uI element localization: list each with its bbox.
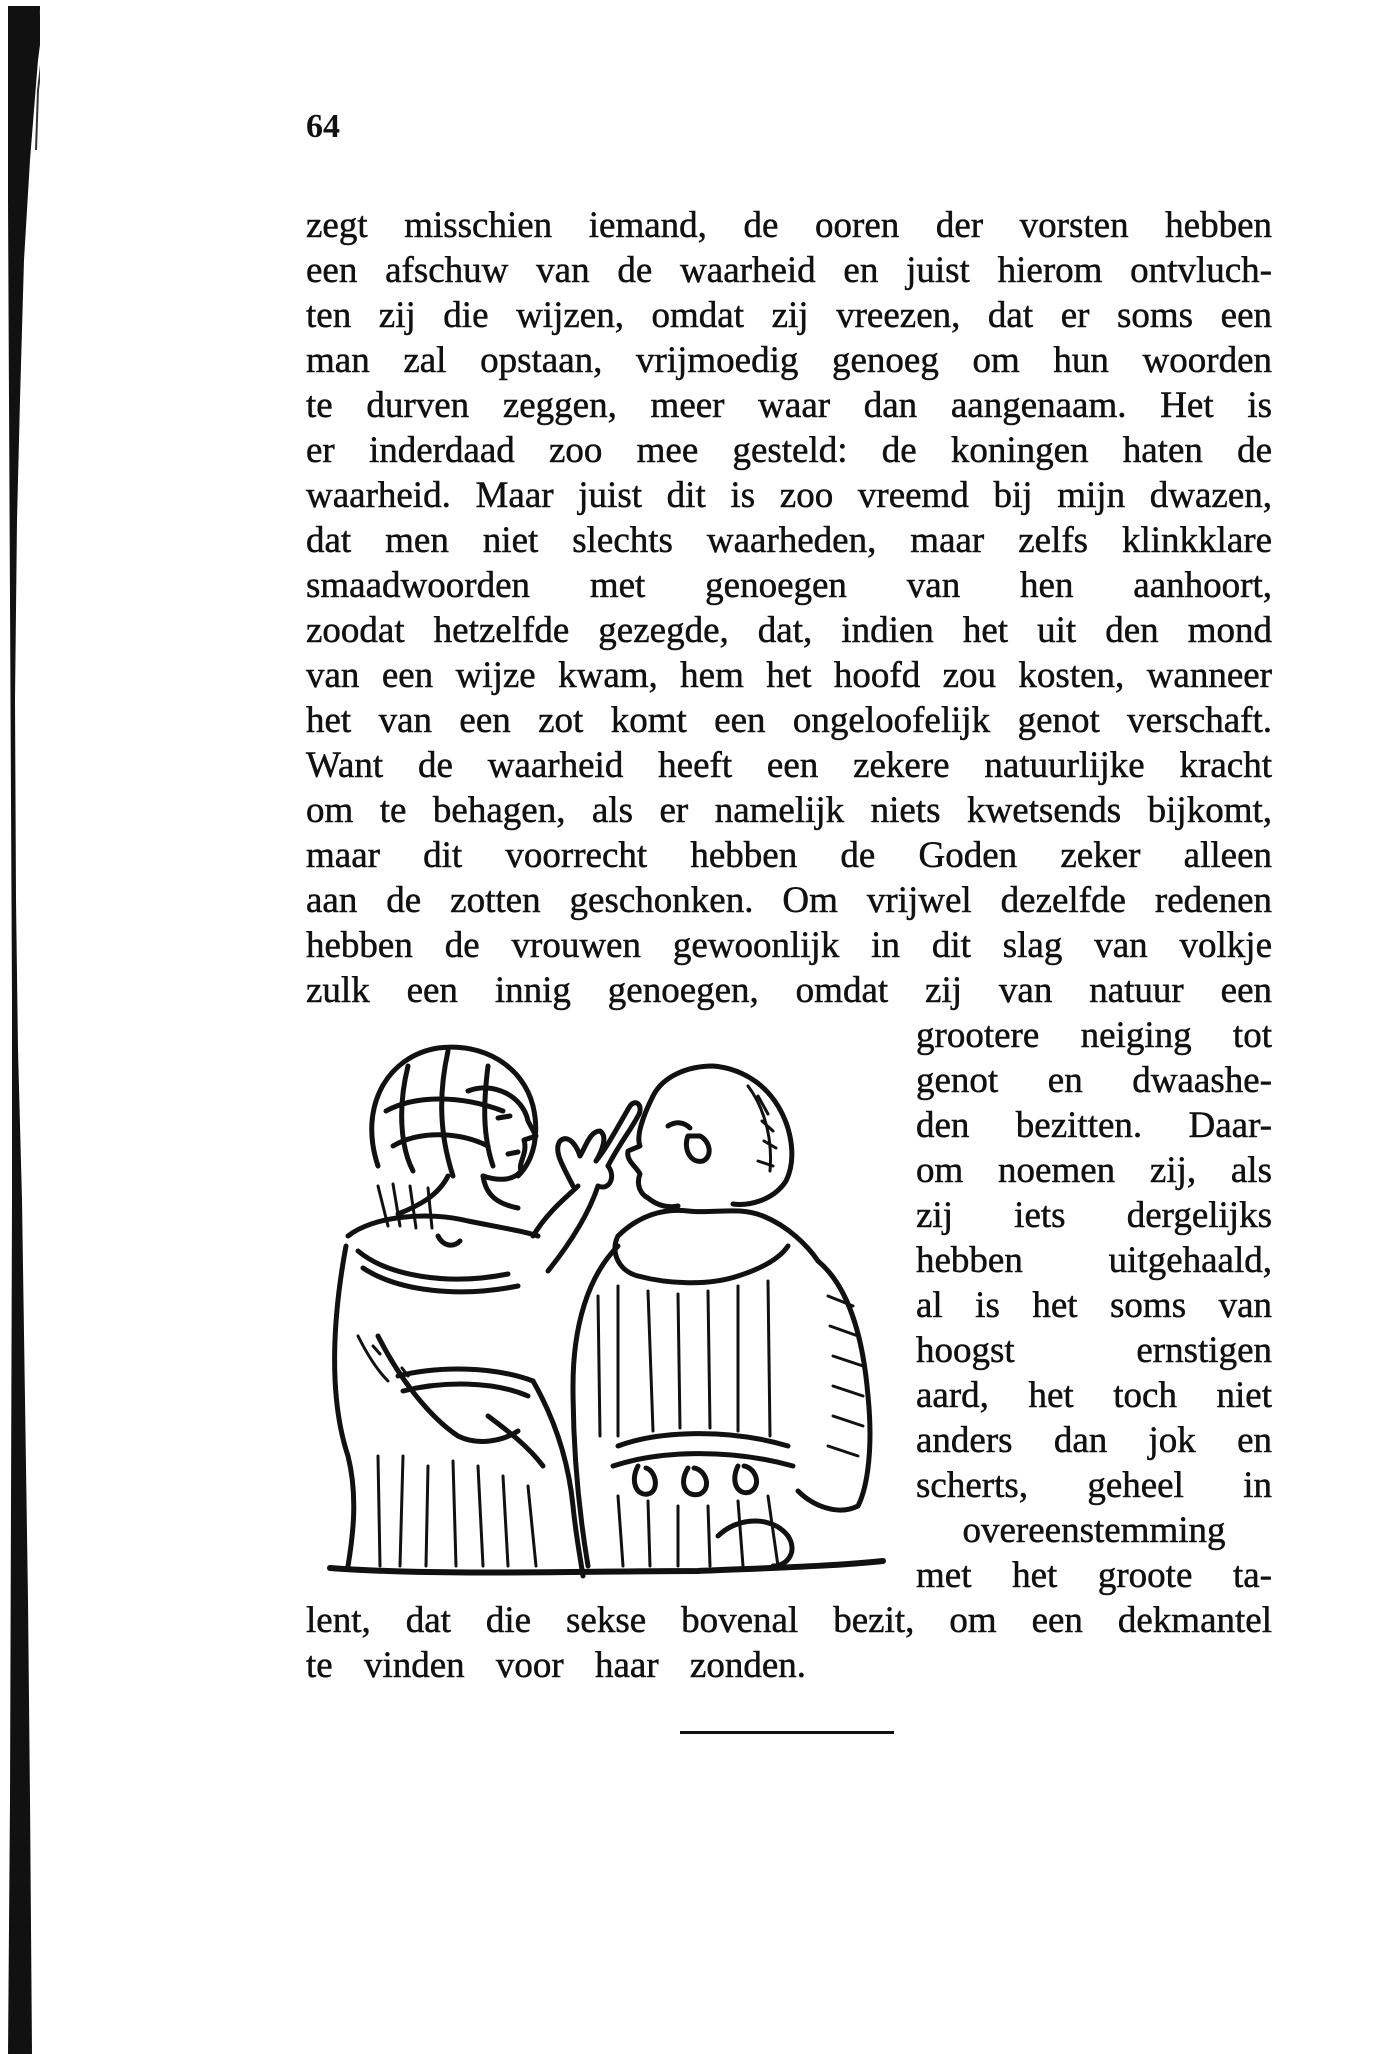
body-line: zulk een innig genoegen, omdat zij van natuur een <box>306 970 1272 1011</box>
side-column-line: anders dan jok en <box>916 1420 1272 1461</box>
body-line: ten zij die wijzen, omdat zij vreezen, dat er soms een <box>306 295 1272 336</box>
side-column-line: grootere neiging tot <box>916 1015 1272 1056</box>
body-line: te durven zeggen, meer waar dan aangenaam. Het is <box>306 385 1272 426</box>
side-column-line: zij iets dergelijks <box>916 1195 1272 1236</box>
side-column-line: met het groote ta- <box>916 1555 1272 1596</box>
woodcut-illustration <box>318 1036 908 1586</box>
body-line: aan de zotten geschonken. Om vrijwel dezelfde redenen <box>306 880 1272 921</box>
body-line: zoodat hetzelfde gezegde, dat, indien het uit den mond <box>306 610 1272 651</box>
body-line: dat men niet slechts waarheden, maar zelfs klinkklare <box>306 520 1272 561</box>
body-line: maar dit voorrecht hebben de Goden zeker alleen <box>306 835 1272 876</box>
side-column-line: hebben uitgehaald, <box>916 1240 1272 1281</box>
body-line: hebben de vrouwen gewoonlijk in dit slag van volkje <box>306 925 1272 966</box>
scan-edge-shadow <box>0 0 40 2054</box>
side-column-line: om noemen zij, als <box>916 1150 1272 1191</box>
closing-line: lent, dat die sekse bovenal bezit, om een dekmantel <box>306 1600 1272 1641</box>
side-column-line: aard, het toch niet <box>916 1375 1272 1416</box>
page-number: 64 <box>306 108 340 145</box>
body-line: er inderdaad zoo mee gesteld: de koningen haten de <box>306 430 1272 471</box>
body-line: zegt misschien iemand, de ooren der vorsten hebben <box>306 205 1272 246</box>
body-line: een afschuw van de waarheid en juist hierom ontvluch- <box>306 250 1272 291</box>
side-column-line: den bezitten. Daar- <box>916 1105 1272 1146</box>
body-line: om te behagen, als er namelijk niets kwetsends bijkomt, <box>306 790 1272 831</box>
side-column-line: overeenstemming <box>962 1510 1226 1551</box>
body-line: waarheid. Maar juist dit is zoo vreemd bij mijn dwazen, <box>306 475 1272 516</box>
body-line: van een wijze kwam, hem het hoofd zou kosten, wanneer <box>306 655 1272 696</box>
section-divider-rule <box>680 1731 894 1734</box>
side-column-line: genot en dwaashe- <box>916 1060 1272 1101</box>
side-column-line: al is het soms van <box>916 1285 1272 1326</box>
side-column-line: scherts, geheel in <box>916 1465 1272 1506</box>
closing-line: te vinden voor haar zonden. <box>306 1645 806 1686</box>
body-line: het van een zot komt een ongeloofelijk genot verschaft. <box>306 700 1272 741</box>
body-line: Want de waarheid heeft een zekere natuurlijke kracht <box>306 745 1272 786</box>
side-column-line: hoogst ernstigen <box>916 1330 1272 1371</box>
body-line: man zal opstaan, vrijmoedig genoeg om hun woorden <box>306 340 1272 381</box>
body-line: smaadwoorden met genoegen van hen aanhoort, <box>306 565 1272 606</box>
